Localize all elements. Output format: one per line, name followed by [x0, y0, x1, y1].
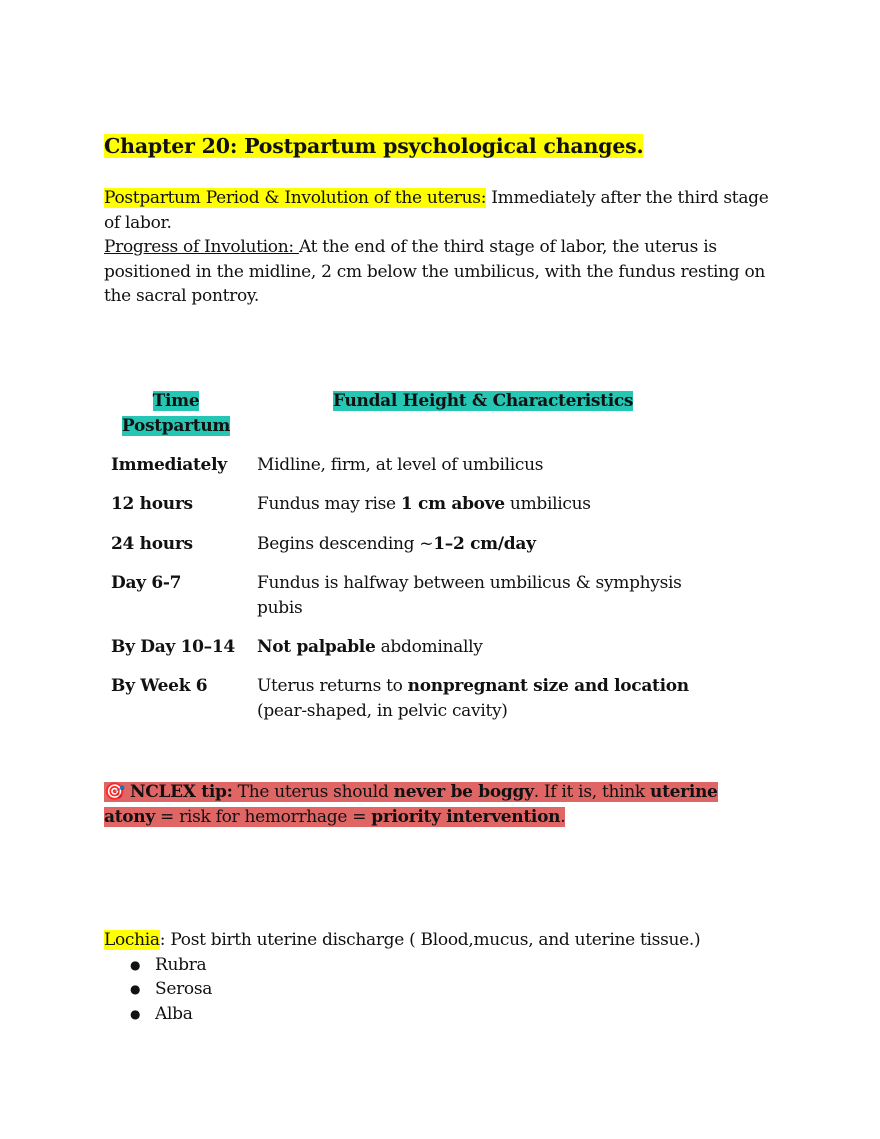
seg: Midline, firm, at level of umbilicus — [257, 455, 544, 475]
row-desc — [257, 453, 707, 478]
row-desc — [257, 635, 707, 660]
tip-bold: uterine atony — [104, 782, 718, 827]
lochia-label: Lochia — [104, 930, 160, 950]
page-title — [104, 134, 643, 158]
list-item: ● Serosa — [104, 977, 784, 1002]
seg: Fundus may rise — [257, 494, 401, 514]
row-time: 24 hours — [111, 534, 193, 554]
seg: abdominally — [375, 637, 483, 657]
row-time: By Day 10–14 — [111, 637, 235, 657]
table-header-time — [111, 389, 241, 438]
list-item: ● Alba — [104, 1002, 784, 1027]
target-icon: 🎯 — [104, 782, 125, 802]
tip-label: NCLEX tip: — [129, 782, 233, 802]
progress-text: At the end of the third stage of labor, the uterus is positioned in the midline, 2 cm below the umbilicus, with the fundus resting on the sacral pontroy. — [104, 237, 766, 306]
seg-bold: 1 cm above — [400, 494, 505, 514]
header-fundal: Fundal Height & Characteristics — [333, 391, 634, 411]
tip-text: = risk for hemorrhage = — [154, 806, 372, 827]
row-time: Day 6-7 — [111, 573, 182, 593]
lochia-text: : Post birth uterine discharge ( Blood,mucus, and uterine tissue.) — [159, 930, 701, 950]
row-time: 12 hours — [111, 494, 193, 514]
tip-text: . — [560, 806, 566, 827]
row-time: By Week 6 — [111, 676, 208, 696]
intro-paragraph — [104, 186, 774, 309]
list-item: ● Rubra — [104, 953, 784, 978]
tip-text: . If it is, think — [533, 782, 651, 802]
table-header-fundal — [333, 389, 633, 414]
lochia-list — [104, 953, 784, 1027]
title-text: Chapter 20: Postpartum psychological changes. — [104, 134, 644, 158]
seg-bold: 1–2 cm/day — [433, 534, 536, 554]
seg: Uterus returns to — [257, 676, 408, 696]
lochia-section — [104, 928, 784, 1026]
seg: umbilicus — [504, 494, 591, 514]
seg-bold: nonpregnant size and location — [407, 676, 689, 696]
seg: Fundus is halfway between umbilicus & symphysis pubis — [257, 573, 682, 618]
header-time-2: Postpartum — [121, 415, 231, 436]
row-time: Immediately — [111, 455, 227, 475]
row-desc — [257, 532, 707, 557]
header-time-1: Time — [152, 391, 200, 411]
seg: Begins descending ~ — [257, 534, 434, 554]
row-desc — [257, 492, 707, 517]
progress-label: Progress of Involution: — [104, 237, 299, 257]
nclex-tip — [104, 780, 754, 829]
intro-label: Postpartum Period & Involution of the uterus: — [104, 188, 487, 208]
row-desc — [257, 674, 702, 723]
tip-bold: priority intervention — [371, 806, 561, 827]
tip-text: The uterus should — [232, 782, 394, 802]
tip-bold: never be boggy — [393, 782, 534, 802]
intro-text: Immediately after the third stage of labor. — [104, 188, 769, 233]
row-desc — [257, 571, 687, 620]
seg: (pear-shaped, in pelvic cavity) — [257, 700, 508, 721]
seg-bold: Not palpable — [257, 637, 376, 657]
